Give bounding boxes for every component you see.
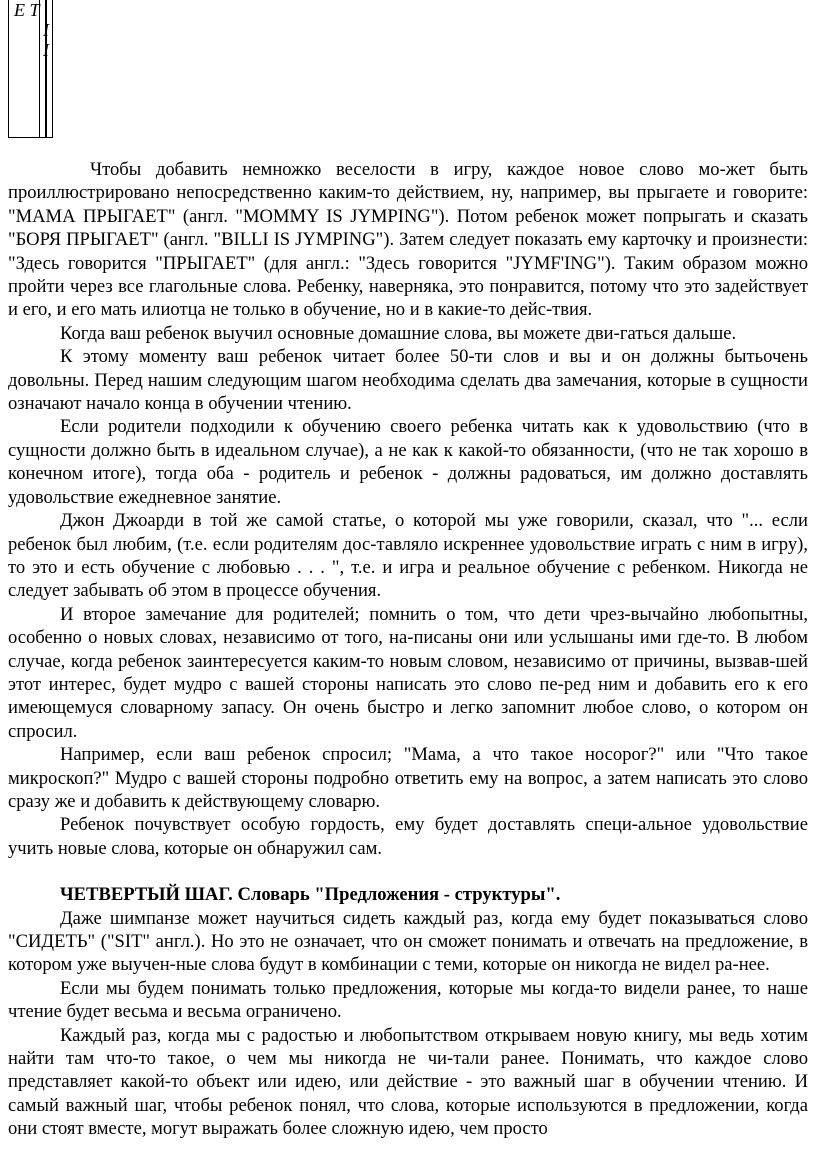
table-cell-text: Е Т (14, 0, 40, 20)
section-heading: ЧЕТВЕРТЫЙ ШАГ. Словарь "Предложения - структуры". (60, 884, 561, 906)
paragraph: Джон Джоарди в той же самой статье, о которой мы уже говорили, сказал, что "... если ребенок был любим, (т.е. если родителям дос-тавляло искреннее удовольствие играть с ним в игру), то это и есть обучение с любовью . . . ", т.е. и игра и реальное обучение с ребенком. Никогда не следует забывать об этом в процессе обучения. (8, 510, 808, 602)
paragraph: Если родители подходили к обучению своего ребенка читать как к удовольствию (что в сущности должно быть в идеальном случае), а не как к какой-то обязанности, (что не так хорошо в конечном итоге), тогда оба - родитель и ребенок - должны радоваться, им должно доставлять удовольствие ежедневное занятие. (8, 416, 808, 508)
paragraph: И второе замечание для родителей; помнить о том, что дети чрез-вычайно любопытны, особенно о новых словах, независимо от того, на-писаны они или услышаны ими где-то. В любом случае, когда ребенок заинтересуется каким-то новым словом, независимо от причины, вызвав-шей этот интерес, будет мудро с вашей стороны написать это слово пе-ред ним и добавить его к его имеющемуся словарному запасу. Он очень быстро и легко запомнит любое слово, о котором он спросил. (8, 603, 808, 742)
table-cell-text: I I (43, 20, 49, 60)
paragraph: Когда ваш ребенок выучил основные домашние слова, вы можете дви-гаться дальше. (60, 322, 737, 344)
paragraph: Даже шимпанзе может научиться сидеть каждый раз, когда ему будет показываться слово "СИДЕТЬ" ("SIT" англ.). Но это не означает, что он сможет понимать и отвечать на предложение, в котором уже выучен-ные слова будут в комбинации с теми, которые он никогда не видел ра-нее. (8, 907, 808, 976)
paragraph: Каждый раз, когда мы с радостью и любопытством открываем новую книгу, мы ведь хотим найти там что-то такое, о чем мы никогда не чи-тали ранее. Понимать, что каждое слово представляет какой-то объект или идею, или действие - это важный шаг в обучении чтению. И самый важный шаг, чтобы ребенок понял, что слова, которые используются в предложении, когда они стоят вместе, могут выражать более сложную идею, чем просто (8, 1024, 808, 1140)
spacer (8, 860, 808, 883)
document-body (8, 158, 808, 1141)
paragraph: Ребенок почувствует особую гордость, ему будет доставлять специ-альное удовольствие учить новые слова, которые он обнаружил сам. (8, 814, 808, 859)
table-fragment (8, 0, 53, 138)
paragraph: К этому моменту ваш ребенок читает более 50-ти слов и вы и он должны бытьочень довольны. Перед нашим следующим шагом необходима сделать два замечания, которые в сущности означают начало конца в обучении чтению. (8, 346, 808, 415)
paragraph: Чтобы добавить немножко веселости в игру, каждое новое слово мо-жет быть проиллюстрировано непосредственно каким-то действием, ну, например, вы прыгаете и говорите: "МАМА ПРЫГАЕТ" (англ. "MOMMY IS JYMPING"). Потом ребенок может попрыгать и сказать "БОРЯ ПРЫГАЕТ" (англ. "BILLI IS JYMPING"). Затем следует показать ему карточку и произнести: "Здесь говорится "ПРЫГАЕТ" (для англ.: "Здесь говорится "JYMF'ING"). Таким образом можно пройти через все глагольные слова. Ребенку, наверняка, это понравится, потому что это задействует и его, и его мать илиотца не только в обучение, но и в какие-то дейс-твия. (8, 159, 808, 321)
paragraph: Если мы будем понимать только предложения, которые мы когда-то видели ранее, то наше чтение будет весьма и весьма ограничено. (8, 977, 808, 1023)
paragraph: Например, если ваш ребенок спросил; "Мама, а что такое носорог?" или "Что такое микроскоп?" Мудро с вашей стороны подробно ответить ему на вопрос, а затем написать это слово сразу же и добавить к действующему словарю. (8, 744, 808, 812)
